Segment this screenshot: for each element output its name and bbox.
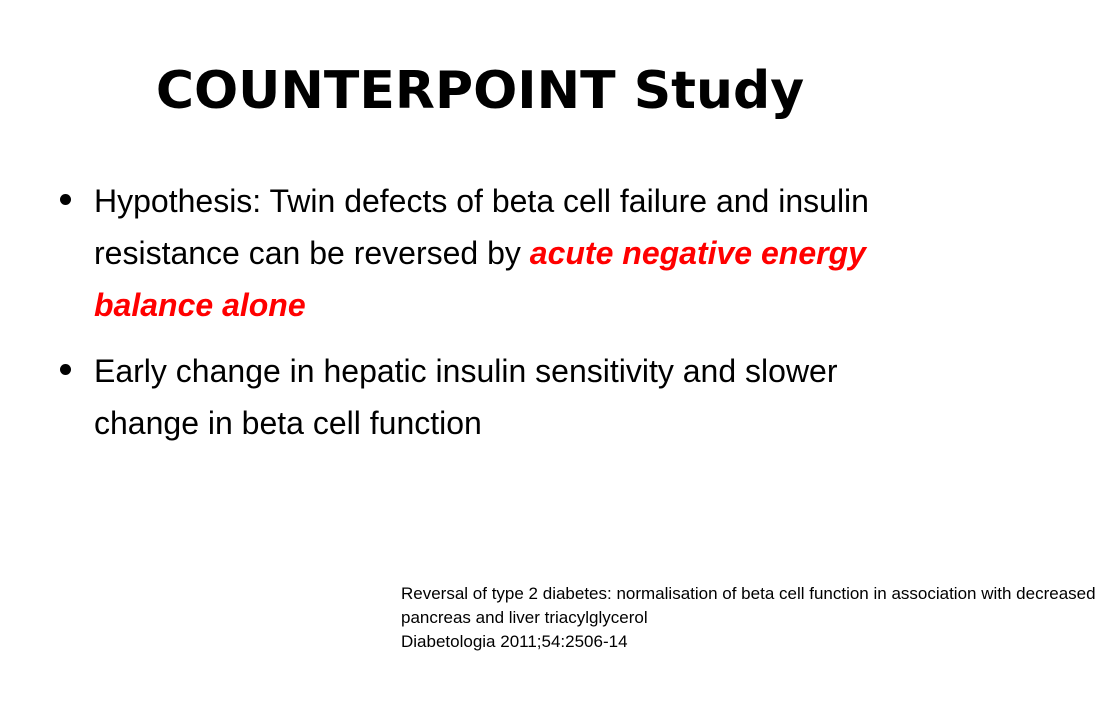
reference-title-line-1: Reversal of type 2 diabetes: normalisation of beta cell function in association with decreased	[401, 584, 1096, 603]
reference-citation	[401, 582, 1096, 654]
bullet-item-hypothesis	[58, 175, 888, 331]
bullet-icon	[60, 364, 71, 375]
reference-journal: Diabetologia 2011;54:2506-14	[401, 632, 628, 651]
bullet-item-early-change	[58, 345, 888, 449]
bullet-text: Early change in hepatic insulin sensitivity and slower change in beta cell function	[94, 353, 838, 441]
emphasis-text: acute negative energy balance alone	[94, 235, 866, 323]
bullet-list	[58, 175, 888, 463]
bullet-icon	[60, 194, 71, 205]
bullet-text: Hypothesis: Twin defects of beta cell failure and insulin resistance can be reversed by	[94, 183, 869, 271]
reference-title-line-2: pancreas and liver triacylglycerol	[401, 608, 648, 627]
slide-title: COUNTERPOINT Study	[155, 61, 805, 121]
